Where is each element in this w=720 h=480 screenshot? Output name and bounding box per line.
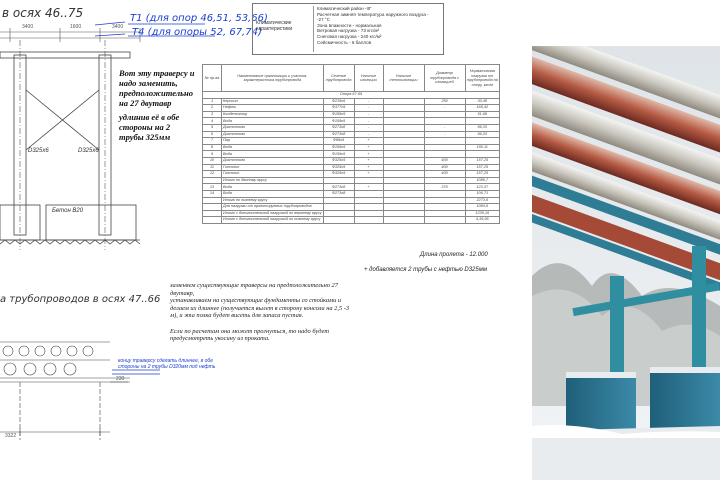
table-cell: 7 — [203, 138, 222, 145]
table-row — [203, 105, 500, 112]
table-cell — [424, 190, 465, 197]
table-cell: Вода — [222, 118, 324, 125]
table-cell: 4,35,96 — [465, 217, 499, 224]
table-cell: Для нагрузки от проектируемых трубопроводов — [222, 204, 324, 211]
climate-characteristics-box — [252, 3, 444, 55]
table-cell — [465, 138, 499, 145]
table-row — [203, 131, 500, 138]
table-cell: Итого по данному ярусу — [222, 177, 324, 184]
dimension-small: 230 — [116, 376, 125, 382]
table-cell — [424, 151, 465, 158]
table-cell — [424, 177, 465, 184]
table-row — [203, 210, 500, 217]
added-pipes-note: + добавляется 2 трубы с нефтью D325мм — [364, 267, 487, 273]
table-cell: 8 — [203, 144, 222, 151]
table-header: Наличие теплоизоляции — [383, 65, 424, 92]
table-cell: Нефть — [222, 105, 324, 112]
table-cell — [203, 210, 222, 217]
table-cell: 4 — [203, 118, 222, 125]
table-row — [203, 98, 500, 105]
table-cell: Вода — [222, 144, 324, 151]
table-cell — [354, 197, 383, 204]
table-cell: + — [354, 164, 383, 171]
table-row — [203, 204, 500, 211]
table-cell — [383, 138, 424, 145]
table-cell — [354, 210, 383, 217]
table-body — [203, 92, 500, 224]
table-cell: Ф325х9 — [323, 171, 354, 178]
table-cell: Ф159х5 — [323, 151, 354, 158]
table-cell — [383, 184, 424, 191]
table-row — [203, 151, 500, 158]
axes-header: в осях 46..75 — [2, 6, 84, 20]
table-cell: Керосин — [222, 98, 324, 105]
section-title: а трубопроводов в осях 47..66 — [0, 294, 161, 305]
table-cell: + — [354, 184, 383, 191]
table-cell: - — [354, 124, 383, 131]
table-cell — [383, 197, 424, 204]
note-replace-traverse: Вот эту траверсу и надо заменить, предположительно на 27 двутавр — [119, 68, 195, 108]
table-cell: Ф273х8 — [323, 124, 354, 131]
table-cell: Ф325х9 — [323, 157, 354, 164]
table-header: Нормативная нагрузка от трубопровода на опору, кгс/м — [465, 65, 499, 92]
table-cell: 13 — [203, 184, 222, 191]
table-cell: 10 — [203, 157, 222, 164]
table-cell: 1 — [203, 98, 222, 105]
table-cell: - — [354, 111, 383, 118]
table-cell — [354, 204, 383, 211]
table-cell: + — [354, 138, 383, 145]
table-cell: - — [354, 131, 383, 138]
table-cell: 106,71 — [465, 190, 499, 197]
table-cell — [424, 197, 465, 204]
table-row — [203, 190, 500, 197]
table-cell — [424, 138, 465, 145]
span-length-note: Длина пролета - 12.000 — [420, 252, 488, 258]
table-cell: 370 — [424, 184, 465, 191]
table-cell: 1235,16 — [465, 210, 499, 217]
note-extend-traverse: удлинив её в обе стороны на 2 трубы 325мм — [119, 112, 180, 142]
table-cell: Ф273х8 — [323, 131, 354, 138]
table-cell: 169,42 — [465, 105, 499, 112]
table-cell — [354, 177, 383, 184]
table-cell — [383, 118, 424, 125]
table-row — [203, 111, 500, 118]
table-row — [203, 164, 500, 171]
table-header-row — [203, 65, 500, 92]
table-cell — [424, 118, 465, 125]
table-cell: Ф159х5 — [323, 111, 354, 118]
table-cell — [383, 98, 424, 105]
dimension-bottom: 3322 — [5, 433, 17, 439]
table-cell: + — [354, 151, 383, 158]
table-cell: Ф377х9 — [323, 105, 354, 112]
dimension-top-1: 3400 — [22, 24, 34, 30]
table-group-label: Опора 67-69 — [203, 92, 500, 99]
table-cell — [203, 217, 222, 224]
table-cell — [383, 124, 424, 131]
table-cell: Дизтопливо — [222, 131, 324, 138]
dimension-top-2: 1600 — [70, 24, 82, 30]
table-cell — [383, 144, 424, 151]
table-cell — [354, 190, 383, 197]
table-row — [203, 124, 500, 131]
table-cell: 51,68 — [465, 111, 499, 118]
table-cell — [383, 151, 424, 158]
table-cell: - — [354, 105, 383, 112]
table-row — [203, 118, 500, 125]
table-cell: Пар — [222, 138, 324, 145]
table-cell: Итого с дополнительной нагрузкой по верхнему ярусу — [223, 210, 322, 215]
table-cell — [323, 177, 354, 184]
table-row — [203, 157, 500, 164]
table-cell — [383, 190, 424, 197]
climate-label: Климатические характеристики — [256, 20, 293, 32]
table-cell: 1086,7 — [465, 177, 499, 184]
table-cell — [465, 118, 499, 125]
table-cell: + — [354, 171, 383, 178]
table-row — [203, 184, 500, 191]
table-cell — [203, 197, 222, 204]
table-cell: Вода — [222, 190, 324, 197]
table-cell: Ф273х8 — [323, 184, 354, 191]
table-cell: 12 — [203, 171, 222, 178]
table-cell — [203, 204, 222, 211]
pipe-rack-photo — [532, 46, 720, 480]
table-cell: - — [424, 105, 465, 112]
pipe-label-left: D325х6 — [28, 148, 49, 154]
table-cell — [354, 217, 383, 224]
table-cell — [203, 177, 222, 184]
table-cell: Ф325х9 — [323, 164, 354, 171]
table-cell: Гипсолин — [222, 164, 324, 171]
table-cell: Итого по нижнему ярусу — [222, 197, 324, 204]
table-cell: Ф89х5 — [323, 138, 354, 145]
table-header: Наименование организации и участка, характеристика трубопровода — [222, 65, 324, 92]
proposal-text: заменяем существующие траверсы на предположительно 27 двутавр, устанавливаем на существующие фундаменты со стойками и делаем их длиннее (получается вылет в сторону консоли на 2,5 -3 м), и эта полка будет висеть для запаса пустая. Если по расчетам она может прогнуться, то надо будет предусмотреть укосину из проката. — [170, 282, 350, 343]
table-cell: 2 — [203, 105, 222, 112]
table-row — [203, 177, 500, 184]
table-cell — [323, 217, 354, 224]
table-cell: - — [354, 98, 383, 105]
table-cell: 9 — [203, 151, 222, 158]
table-cell: 1084,6 — [465, 204, 499, 211]
blue-extension-note: концу траверсу сделать длиннее, в обе стороны на 2 трубы D320мм под нефть — [118, 358, 216, 370]
support-label-t1: Т1 (для опор 46,51, 53,66) — [130, 13, 268, 24]
table-cell — [383, 131, 424, 138]
table-cell — [383, 105, 424, 112]
table-header: Сечение трубопровода — [323, 65, 354, 92]
table-cell — [383, 204, 424, 211]
table-cell: 96,33 — [465, 124, 499, 131]
table-cell — [323, 197, 354, 204]
table-row — [203, 171, 500, 178]
table-header: Диаметр трубопровода с изоляцией — [424, 65, 465, 92]
table-group-row — [203, 92, 500, 99]
table-cell — [424, 217, 465, 224]
table-cell: 123,37 — [465, 184, 499, 191]
table-cell: Дизтопливо — [222, 124, 324, 131]
table-cell — [323, 204, 354, 211]
table-row — [203, 217, 500, 224]
table-cell: Ф159х5 — [323, 118, 354, 125]
table-cell — [383, 177, 424, 184]
table-cell — [424, 111, 465, 118]
table-cell: 400 — [424, 164, 465, 171]
table-cell: 150,11 — [465, 144, 499, 151]
table-cell — [383, 164, 424, 171]
table-cell: Ф273х8 — [323, 190, 354, 197]
dimension-top-3: 3400 — [112, 24, 124, 30]
table-cell — [383, 217, 424, 224]
table-cell — [383, 111, 424, 118]
table-cell: - — [424, 131, 465, 138]
table-cell — [383, 210, 424, 217]
table-cell: 6 — [203, 131, 222, 138]
table-cell: Ф159х5 — [323, 144, 354, 151]
table-cell: 3 — [203, 111, 222, 118]
support-label-t4: Т4 (для опоры 52, 67,74) — [132, 27, 262, 38]
table-cell — [424, 204, 465, 211]
table-cell: + — [354, 157, 383, 164]
table-cell: Итого с дополнительной нагрузкой по нижнему ярусу — [222, 217, 324, 224]
table-cell: Дизтопливо — [222, 157, 324, 164]
table-row — [203, 197, 500, 204]
table-cell: 30,48 — [465, 98, 499, 105]
table-cell: - — [424, 124, 465, 131]
table-cell: 400 — [424, 171, 465, 178]
table-cell: 157,25 — [465, 157, 499, 164]
table-cell: 5 — [203, 124, 222, 131]
table-cell: 11 — [203, 164, 222, 171]
table-cell: 157,25 — [465, 171, 499, 178]
table-header: № пр-ва — [203, 65, 222, 92]
table-row — [203, 138, 500, 145]
concrete-label: Бетон В20 — [52, 208, 84, 214]
table-cell: Вода — [222, 151, 324, 158]
pipe-label-right: D325х6 — [78, 148, 99, 154]
table-cell: Вода — [222, 184, 324, 191]
table-cell: 250 — [424, 98, 465, 105]
table-cell: + — [354, 144, 383, 151]
table-cell: 14 — [203, 190, 222, 197]
table-cell: 157,25 — [465, 164, 499, 171]
table-cell: Ф219х6 — [323, 98, 354, 105]
table-cell — [465, 151, 499, 158]
table-cell — [383, 157, 424, 164]
table-cell: 96,33 — [465, 131, 499, 138]
table-cell: Конденсатор — [222, 111, 324, 118]
table-cell: 2273,6 — [465, 197, 499, 204]
table-cell: 400 — [424, 157, 465, 164]
table-cell — [323, 210, 354, 217]
table-cell: Гипсолин — [222, 171, 324, 178]
table-header: Наличие изоляции — [354, 65, 383, 92]
table-cell — [383, 171, 424, 178]
pipeline-load-table — [202, 64, 500, 224]
table-row — [203, 144, 500, 151]
table-cell: - — [354, 118, 383, 125]
table-cell — [424, 144, 465, 151]
table-cell — [424, 210, 465, 217]
climate-values: Климатический район -IIГ Расчетная зимняя температура наружного воздуха - -27 °С Зона влажности - нормальная Ветровая нагрузка - 73 кгс/м² Снеговая нагрузка - 240 кгс/м² Сейсмичность - 6 баллов — [313, 6, 441, 52]
